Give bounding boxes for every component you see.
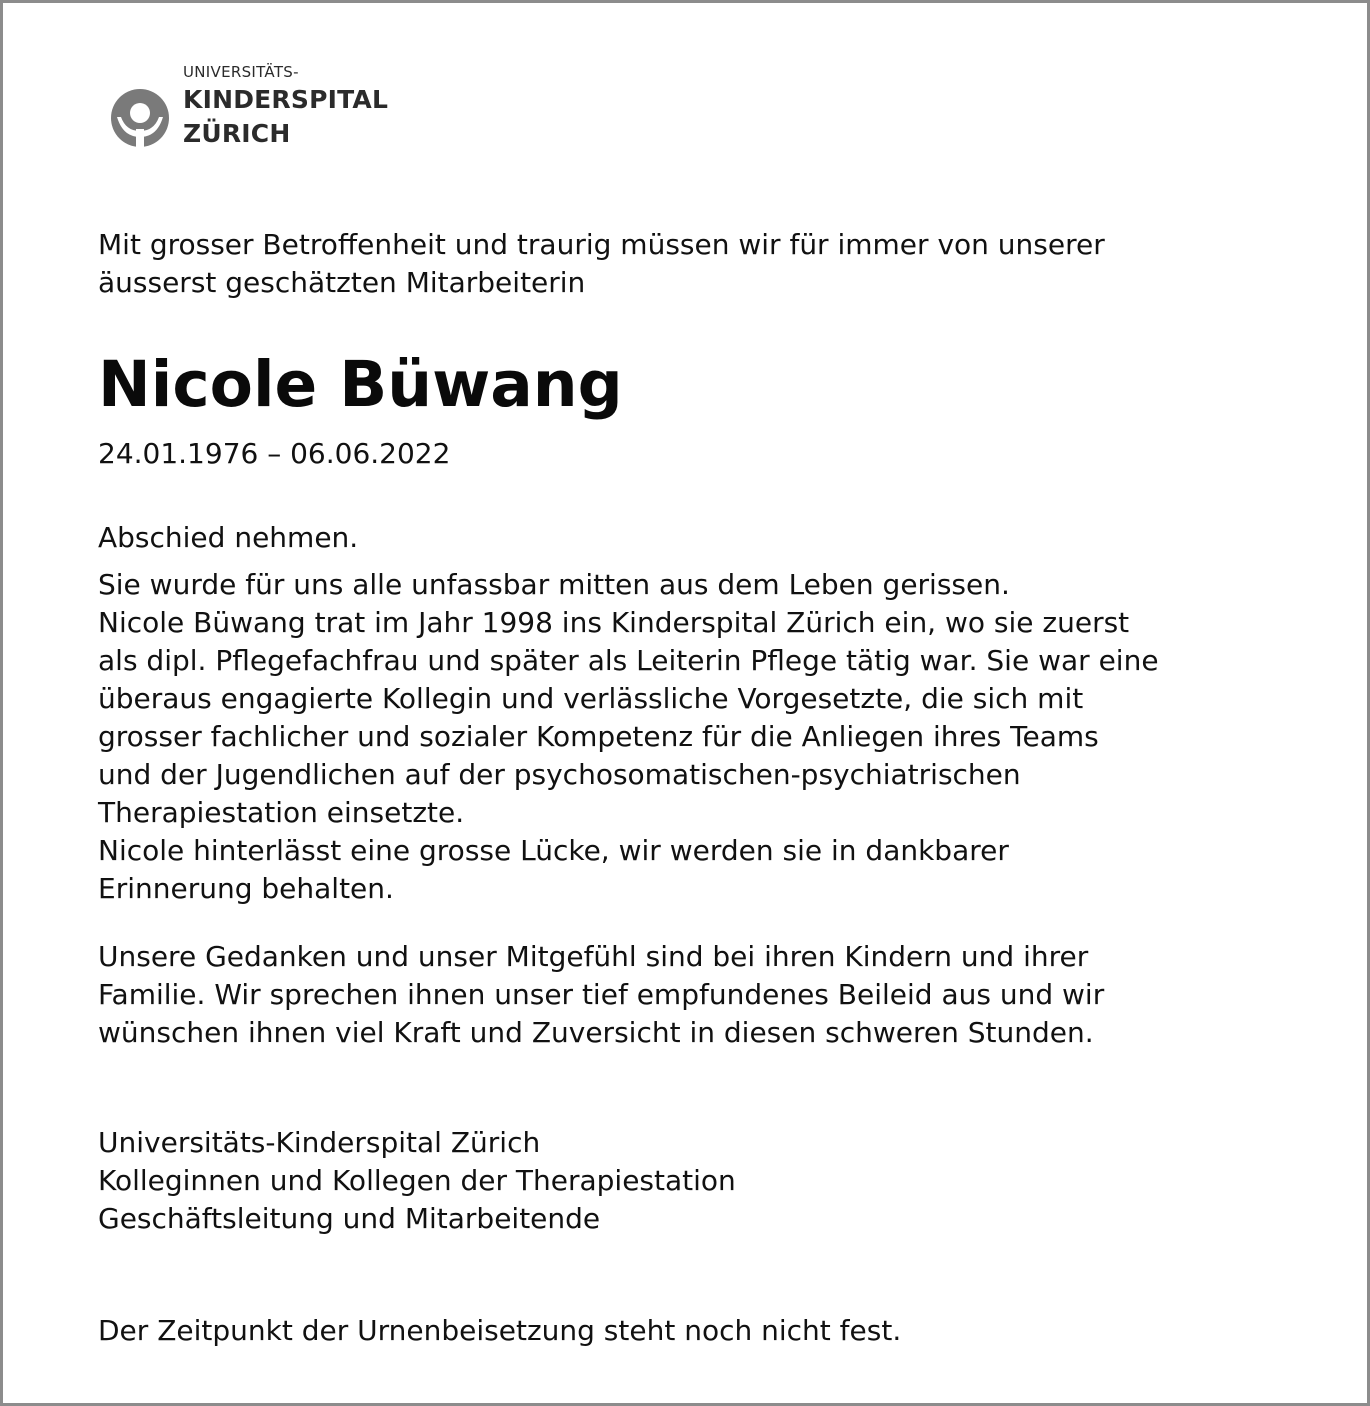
intro-text — [98, 226, 1298, 302]
logo-text-kinderspital: KINDERSPITAL — [183, 85, 389, 114]
deceased-name: Nicole Büwang — [98, 348, 623, 421]
signatory-line: Universitäts-Kinderspital Zürich — [98, 1126, 541, 1159]
logo-text-universitaets: UNIVERSITÄTS- — [183, 63, 299, 81]
hospital-logo — [109, 63, 409, 155]
tribute-paragraph — [98, 566, 1298, 908]
intro-line: äusserst geschätzten Mitarbeiterin — [98, 266, 586, 299]
life-dates — [98, 435, 1298, 473]
signatory-line: Geschäftsleitung und Mitarbeitende — [98, 1202, 601, 1235]
logo-text-zuerich: ZÜRICH — [183, 119, 291, 148]
signatory-line: Kolleginnen und Kollegen der Therapiestation — [98, 1164, 736, 1197]
tribute-line: als dipl. Pflegefachfrau und später als Leiterin Pflege tätig war. Sie war eine — [98, 644, 1159, 677]
tribute-line: Nicole hinterlässt eine grosse Lücke, wir werden sie in dankbarer — [98, 834, 1009, 867]
intro-line: Mit grosser Betroffenheit und traurig müssen wir für immer von unserer — [98, 228, 1105, 261]
condolence-paragraph — [98, 938, 1298, 1052]
signatories — [98, 1124, 1298, 1238]
farewell-heading-text: Abschied nehmen. — [98, 521, 359, 554]
condolence-line: wünschen ihnen viel Kraft und Zuversicht in diesen schweren Stunden. — [98, 1016, 1094, 1049]
tribute-line: überaus engagierte Kollegin und verlässliche Vorgesetzte, die sich mit — [98, 682, 1084, 715]
condolence-line: Familie. Wir sprechen ihnen unser tief empfundenes Beileid aus und wir — [98, 978, 1105, 1011]
tribute-line: Therapiestation einsetzte. — [98, 796, 465, 829]
condolence-line: Unsere Gedanken und unser Mitgefühl sind bei ihren Kindern und ihrer — [98, 940, 1089, 973]
tribute-line: Erinnerung behalten. — [98, 872, 394, 905]
burial-note — [98, 1312, 1298, 1350]
burial-note-text: Der Zeitpunkt der Urnenbeisetzung steht noch nicht fest. — [98, 1314, 902, 1347]
tribute-line: grosser fachlicher und sozialer Kompetenz für die Anliegen ihres Teams — [98, 720, 1099, 753]
tribute-line: Sie wurde für uns alle unfassbar mitten aus dem Leben gerissen. — [98, 568, 1010, 601]
tribute-line: und der Jugendlichen auf der psychosomatischen-psychiatrischen — [98, 758, 1021, 791]
tribute-line: Nicole Büwang trat im Jahr 1998 ins Kinderspital Zürich ein, wo sie zuerst — [98, 606, 1130, 639]
life-dates-text: 24.01.1976 – 06.06.2022 — [98, 437, 451, 470]
farewell-heading — [98, 519, 1298, 557]
kinderspital-child-icon — [109, 87, 171, 149]
